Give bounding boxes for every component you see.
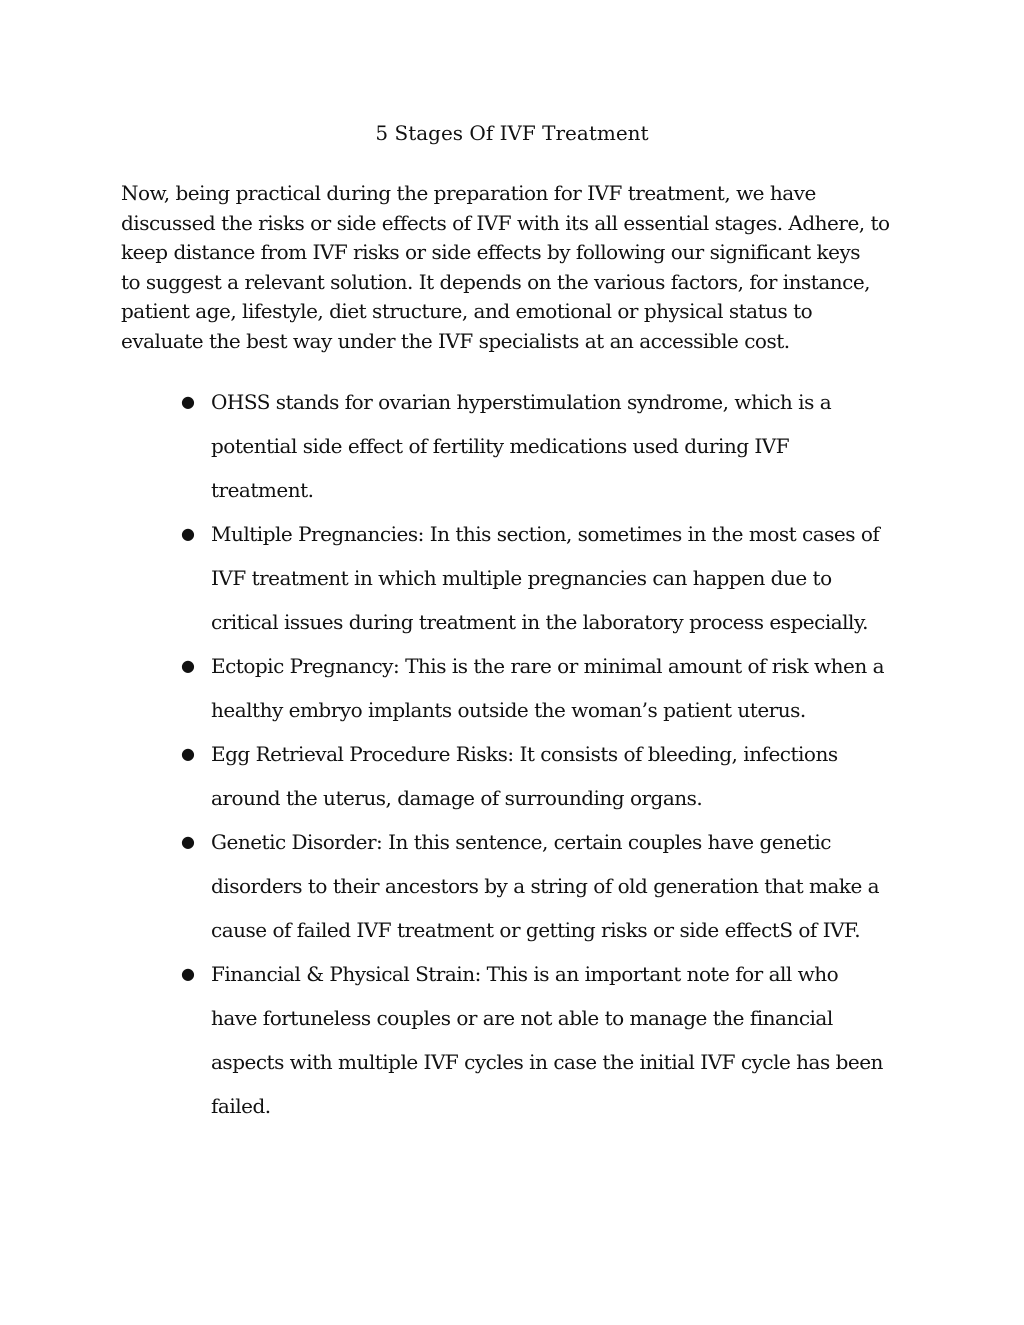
bullet-dot-icon: ● (181, 832, 195, 851)
bullet-item-financial-strain (0, 952, 911, 1128)
bullet-item-egg-retrieval (0, 732, 911, 820)
bullet-dot-icon: ● (181, 744, 195, 763)
bullet-line: critical issues during treatment in the laboratory process especially. (211, 610, 868, 634)
bullet-line: cause of failed IVF treatment or getting risks or side effectS of IVF. (211, 918, 861, 942)
bullet-item-ohss (0, 380, 911, 512)
bullet-line: aspects with multiple IVF cycles in case the initial IVF cycle has been (211, 1050, 883, 1074)
bullet-line: healthy embryo implants outside the woman’s patient uterus. (211, 698, 806, 722)
bullet-line: Ectopic Pregnancy: This is the rare or minimal amount of risk when a (211, 654, 885, 678)
bullet-dot-icon: ● (181, 964, 195, 983)
bullet-line: Financial & Physical Strain: This is an important note for all who (211, 962, 839, 986)
intro-line: to suggest a relevant solution. It depends on the various factors, for instance, (121, 269, 871, 294)
bullet-dot-icon: ● (181, 524, 195, 543)
bullet-line: failed. (211, 1094, 271, 1118)
risk-bullet-list (0, 380, 1024, 1128)
bullet-line: have fortuneless couples or are not able to manage the financial (211, 1006, 833, 1030)
bullet-item-genetic-disorder (0, 820, 911, 952)
bullet-line: Egg Retrieval Procedure Risks: It consists of bleeding, infections (211, 742, 838, 766)
bullet-line: Genetic Disorder: In this sentence, certain couples have genetic (211, 830, 831, 854)
bullet-line: treatment. (211, 478, 314, 502)
bullet-item-ectopic-pregnancy (0, 644, 911, 732)
bullet-line: IVF treatment in which multiple pregnancies can happen due to (211, 566, 832, 590)
intro-line: patient age, lifestyle, diet structure, and emotional or physical status to (121, 299, 813, 323)
bullet-line: around the uterus, damage of surrounding organs. (211, 786, 703, 810)
intro-line: keep distance from IVF risks or side effects by following our significant keys (121, 240, 861, 264)
bullet-item-multiple-pregnancies (0, 512, 911, 644)
bullet-dot-icon: ● (181, 392, 195, 411)
bullet-line: potential side effect of fertility medications used during IVF (211, 434, 790, 458)
bullet-dot-icon: ● (181, 656, 195, 675)
document-title: 5 Stages Of IVF Treatment (375, 121, 649, 145)
intro-line: evaluate the best way under the IVF specialists at an accessible cost. (121, 328, 790, 353)
bullet-line: OHSS stands for ovarian hyperstimulation syndrome, which is a (211, 390, 832, 414)
intro-paragraph (121, 179, 911, 356)
intro-line: Now, being practical during the preparation for IVF treatment, we have (121, 181, 816, 205)
bullet-line: disorders to their ancestors by a string of old generation that make a (211, 874, 880, 898)
intro-line: discussed the risks or side effects of IVF with its all essential stages. Adhere, to (121, 210, 890, 235)
bullet-line: Multiple Pregnancies: In this section, sometimes in the most cases of (211, 522, 880, 546)
